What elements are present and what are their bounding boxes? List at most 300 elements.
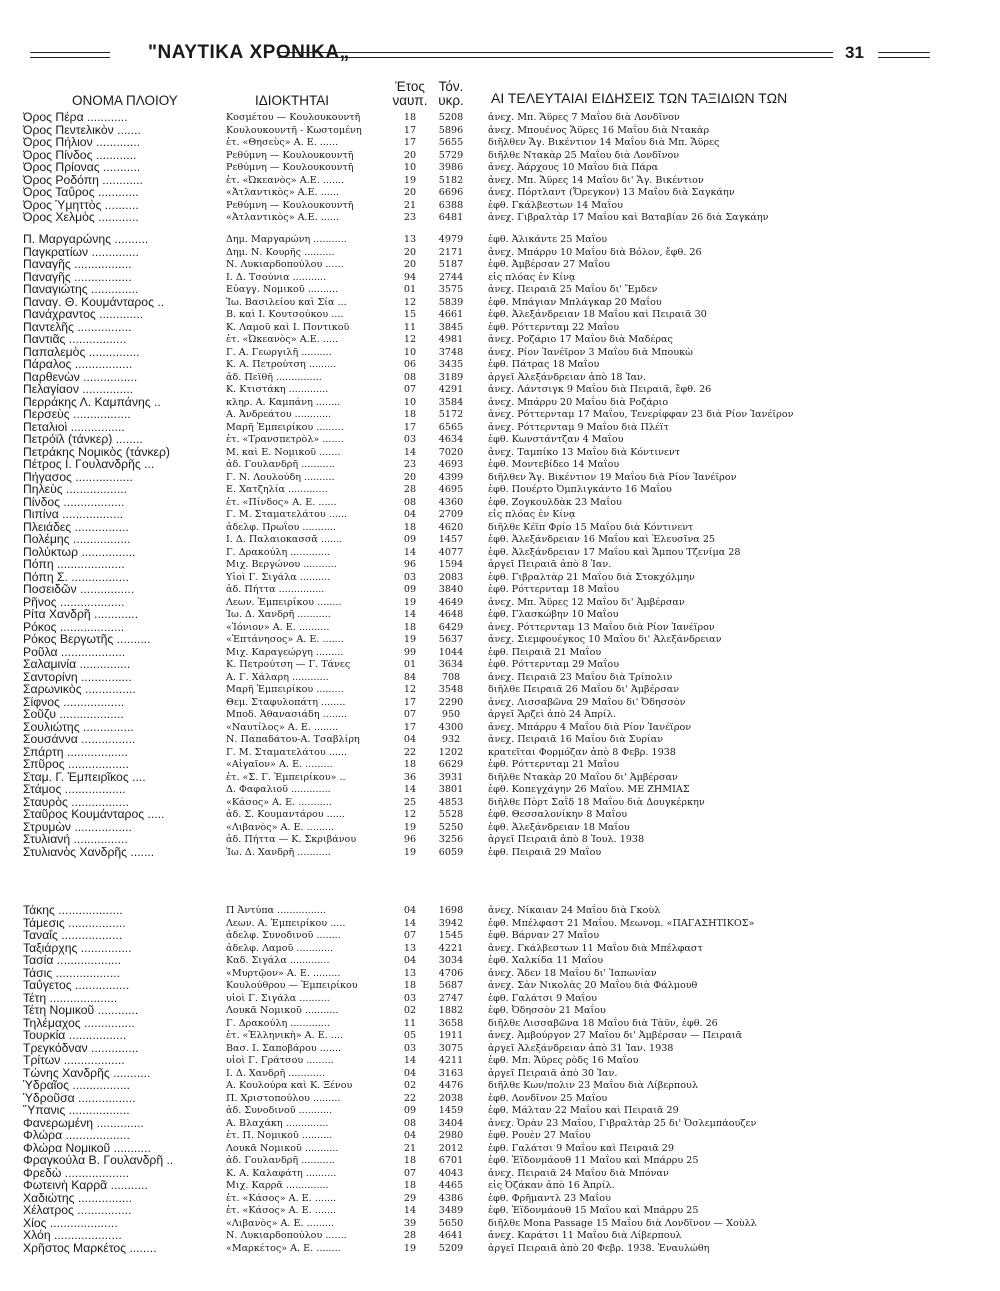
build-year: 22 — [403, 1092, 417, 1104]
owner: Κ. Α. Πετρούτση ......... — [226, 359, 337, 370]
owner: ἀδ. Πεϊθῆ ............... — [226, 371, 322, 383]
ship-name: Ὑδροῦσα ................. — [23, 1091, 136, 1105]
latest-news: ἀνεχ. Λισσαβῶνα 29 Μαΐου δι' Ὀδησσὸν — [488, 696, 686, 708]
ship-name: Σπάρτη .................. — [23, 745, 128, 759]
owner: Π. Χριστοπούλου ......... — [226, 1092, 341, 1104]
tonnage: 3658 — [438, 1017, 464, 1029]
owner: Δημ. Ν. Κουρῆς .......... — [226, 246, 335, 258]
ship-name: Ὑδραῖος ................. — [23, 1079, 130, 1092]
ship-name: Φωτεινὴ Καρρᾶ ........... — [23, 1179, 148, 1192]
ship-name: Φρεδὼ ................... — [23, 1166, 130, 1180]
latest-news: ἐφθ. Πουέρτο Ὀμπλιγκάντο 16 Μαΐου — [488, 484, 672, 495]
tonnage: 4648 — [438, 609, 464, 620]
build-year: 28 — [403, 1230, 417, 1241]
build-year: 14 — [403, 446, 417, 458]
tonnage: 6565 — [438, 421, 464, 433]
latest-news: ἐφθ. Ἀλεξάνδρειαν 18 Μαΐου καὶ Πειραιᾶ 30 — [488, 309, 707, 320]
latest-news: ἀργεῖ Ἀλεξάνδρειαν ἀπὸ 18 Ἰαν. — [488, 371, 646, 383]
ship-name: Χέλατρος ................ — [23, 1204, 132, 1217]
ship-name: Ταξιάρχης ............... — [23, 941, 132, 955]
build-year: 04 — [403, 509, 417, 520]
owner: Λεων. Ἐμπειρίκου ........ — [226, 596, 342, 608]
latest-news: ἀργεῖ Πειραιᾶ ἀπὸ 8 Ἰουλ. 1938 — [488, 834, 645, 845]
tonnage: 4476 — [438, 1080, 464, 1091]
build-year: 05 — [403, 1030, 417, 1041]
tonnage: 1202 — [438, 746, 464, 758]
build-year: 13 — [403, 942, 417, 954]
ship-name: Τηλέμαχος ............... — [23, 1016, 135, 1030]
owner: Ι. Δ. Χανδρῆ ............ — [226, 1067, 325, 1079]
ship-name: Τρίτων .................. — [23, 1054, 125, 1067]
build-year: 02 — [403, 1080, 417, 1091]
owner: Ρεθύμνη — Κουλουκουντῆ — [226, 199, 354, 211]
build-year: 19 — [403, 174, 417, 186]
owner: Υἱοὶ Γ. Σιγάλα .......... — [226, 571, 331, 583]
owner: ἑτ. «Ὠκεανὸς» Α.Ε. ....... — [226, 174, 345, 186]
tonnage: 3845 — [438, 321, 464, 333]
ship-name: Παγκρατίων .............. — [23, 245, 139, 259]
ship-name: Ταΰγετος ................ — [23, 979, 130, 992]
build-year: 19 — [403, 596, 417, 608]
column-header-year — [391, 80, 429, 108]
latest-news: ἐφθ. Λονδῖνον 25 Μαΐου — [488, 1092, 608, 1104]
ship-name: Πίνδος .................. — [23, 495, 125, 509]
tonnage: 3404 — [438, 1117, 464, 1129]
ship-name: Παρθενὼν ................ — [23, 370, 138, 384]
tonnage: 4695 — [438, 484, 464, 495]
owner: «Μαρκέτος» Α. Ε. ........ — [226, 1242, 341, 1254]
tonnage: 5637 — [438, 634, 464, 645]
owner: Δ. Φαφαλιοῦ ............. — [226, 784, 331, 795]
latest-news: ἐφθ. Μπέλφαστ 21 Μαΐου. Μεωνομ. «ΠΑΓΑΣΗΤΙΚΟΣ» — [488, 917, 755, 929]
latest-news: ἐφθ. Γκάλβεστων 14 Μαΐου — [488, 199, 623, 211]
tonnage: 1459 — [438, 1105, 464, 1116]
owner: Μιχ. Καραγεώργη ......... — [226, 646, 344, 658]
build-year: 17 — [403, 696, 417, 708]
latest-news: ἐφθ. Ἐϊδονμάουθ 15 Μαΐου καὶ Μπάρρυ 25 — [488, 1205, 699, 1216]
latest-news: διῆλθε Ντακὰρ 20 Μαΐου δι' Ἀμβέρσαν — [488, 771, 678, 783]
ship-name: Όρος Ταΰρος ............ — [23, 186, 139, 199]
ship-name: Στυλιανή ................ — [23, 833, 128, 846]
build-year: 13 — [403, 967, 417, 979]
latest-news: εἰς Ὀζάκαν ἀπὸ 16 Ἀπρίλ. — [488, 1180, 615, 1191]
tonnage: 3075 — [438, 1042, 464, 1054]
tonnage: 3986 — [438, 162, 464, 173]
latest-news: διῆλθεν Ἄγ. Βικέντιον 19 Μαΐου διὰ Ρίον Ἰανέϊρον — [488, 471, 737, 483]
latest-news: ἀνεχ. Σὰν Νικολὰς 20 Μαΐου διὰ Φάλμουθ — [488, 980, 698, 991]
tonnage: 4634 — [438, 434, 464, 445]
latest-news: ἐφθ. Ρόττερνταμ 21 Μαΐου — [488, 759, 620, 770]
tonnage: 4211 — [438, 1055, 464, 1066]
latest-news: ἐφθ. Ἀλεξάνδρειαν 18 Μαΐου — [488, 821, 630, 833]
build-year: 20 — [403, 149, 417, 161]
build-year: 23 — [403, 212, 417, 223]
page-number: 31 — [845, 43, 864, 62]
tonnage: 1882 — [438, 1005, 464, 1016]
latest-news: ἐφθ. Γαλάτσι 9 Μαΐου — [488, 992, 597, 1004]
latest-news: ἐφθ. Ζογκουλδὰκ 23 Μαΐου — [488, 496, 622, 508]
build-year: 18 — [403, 409, 417, 420]
tonnage: 4077 — [438, 546, 464, 558]
owner: Π Ἀντύπα ................ — [226, 905, 326, 916]
build-year: 01 — [403, 284, 417, 295]
owner: Εὐαγγ. Νομικοῦ .......... — [226, 284, 339, 295]
ship-name: Πετρόϊλ (τάνκερ) ........ — [23, 433, 143, 446]
owner: Μαρῆ Ἐμπειρίκου ......... — [226, 421, 344, 433]
owner: ἑτ. «Ἑλληνικὴ» Α. Ε. .... — [226, 1030, 343, 1041]
tonnage: 5187 — [438, 259, 464, 270]
build-year: 09 — [403, 1105, 417, 1116]
build-year: 07 — [403, 1167, 417, 1179]
header-rule-left — [30, 52, 110, 58]
tonnage: 1698 — [438, 905, 464, 916]
owner: ἑτ. Π. Νομικοῦ .......... — [226, 1130, 333, 1141]
ship-name: Χρῆστος Μαρκέτος ........ — [23, 1241, 157, 1255]
latest-news: ἐφθ. Μπάγιαν Μπλάγκαρ 20 Μαΐου — [488, 296, 662, 308]
ship-name: Τάκης ................... — [23, 904, 123, 917]
latest-news: ἀνεχ. Σιεμφουέγκος 10 Μαΐου δι' Ἀλεξάνδρειαν — [488, 634, 722, 645]
ship-name: Στρυμὼν ................. — [23, 820, 132, 834]
owner: «Ἐπτάνησος» Α. Ε. ....... — [226, 634, 344, 645]
build-year: 20 — [403, 187, 417, 198]
ship-name: Περσεὺς ................. — [23, 408, 131, 421]
ship-name: Φανερωμένη .............. — [23, 1116, 144, 1130]
ship-name: Στυλιανὸς Χανδρῆς ....... — [23, 845, 155, 859]
build-year: 29 — [403, 1192, 417, 1204]
ship-name: Πήγασος ................. — [23, 470, 133, 484]
ship-name: Τάσις ................... — [23, 966, 120, 980]
ship-name: Πηλεὺς .................. — [23, 483, 127, 496]
build-year: 96 — [403, 834, 417, 845]
ship-name: Παναγ. Θ. Κουμάνταρος .. — [23, 295, 165, 309]
build-year: 04 — [403, 955, 417, 966]
ship-name: Παναγῆς ................. — [23, 270, 132, 284]
build-year: 03 — [403, 1042, 417, 1054]
build-year: 21 — [403, 1142, 417, 1154]
tonnage: 2709 — [438, 509, 464, 520]
tonnage: 4693 — [438, 459, 464, 470]
ship-name: Πολέμης ................. — [23, 533, 131, 546]
build-year: 94 — [403, 271, 417, 283]
build-year: 12 — [403, 809, 417, 820]
build-year: 36 — [403, 771, 417, 783]
owner: Β. καὶ Ι. Κουτσούκου .... — [226, 309, 344, 320]
latest-news: ἐφθ. Ὀδησσὸν 21 Μαΐου — [488, 1005, 606, 1016]
tonnage: 2083 — [438, 571, 464, 583]
tonnage: 4043 — [438, 1167, 464, 1179]
ship-name: Σαρωνικὸς ............... — [23, 683, 136, 696]
ship-name: Σουσάννα ................ — [23, 733, 136, 746]
owner: Κ. Λαμοῦ καὶ Ι. Ποντικοῦ — [226, 321, 350, 333]
latest-news: ἀργεῖ Πειραιᾶ ἀπὸ 30 Ἰαν. — [488, 1067, 618, 1079]
owner: Βασ. Ι. Σαποβάρου ....... — [226, 1042, 342, 1054]
owner: «Ἀτλαντικὸς» Α.Ε. ...... — [226, 212, 340, 223]
owner: Γ. Ν. Λουλούδη .......... — [226, 471, 335, 483]
owner: Ν. Παπαδάτου-Α. Τσαβλίρη — [226, 734, 360, 745]
ship-name: Φραγκούλα Β. Γουλανδρῆ .. — [23, 1154, 174, 1167]
build-year: 04 — [403, 1067, 417, 1079]
latest-news: ἀνεχ. Πειραιᾶ 23 Μαΐου διὰ Τρίπολιν — [488, 671, 673, 683]
owner: ἀδελφ. Πρωΐου ........... — [226, 521, 336, 533]
ship-name: Πάραλος ................. — [23, 358, 133, 371]
tonnage: 6429 — [438, 621, 464, 633]
ship-name: Στάμος .................. — [23, 783, 126, 796]
build-year: 12 — [403, 296, 417, 308]
ship-name: Παπαλεμὸς ............... — [23, 345, 140, 359]
ship-name: Πέτρος Ι. Γουλανδρῆς ... — [23, 458, 155, 471]
owner: Θεμ. Σταφυλοπάτη ........ — [226, 696, 346, 708]
tonnage: 5687 — [438, 980, 464, 991]
tonnage: 4853 — [438, 796, 464, 808]
build-year: 19 — [403, 1242, 417, 1254]
build-year: 14 — [403, 784, 417, 795]
ship-name: Πόπη Σ. ................. — [23, 570, 129, 584]
owner: Α. Βλαχάκη .............. — [226, 1117, 329, 1129]
tonnage: 1594 — [438, 559, 464, 570]
build-year: 18 — [403, 759, 417, 770]
owner: «Μυρτῷον» Α. Ε. ......... — [226, 967, 341, 979]
owner: «Αἰγαῖον» Α. Ε. ......... — [226, 759, 333, 770]
ship-name: Πολύκτωρ ................ — [23, 545, 136, 559]
build-year: 07 — [403, 384, 417, 395]
owner: Μιχ. Βεργώνου ........... — [226, 559, 337, 570]
owner: «Κάσος» Α. Ε. ........... — [226, 796, 332, 808]
owner: Ι. Δ. Παλαιοκασσᾶ ....... — [226, 534, 343, 545]
tonnage: 4979 — [438, 234, 464, 245]
build-year: 28 — [403, 484, 417, 495]
owner: «Ἀτλαντικὸς» Α.Ε. ...... — [226, 187, 340, 198]
ship-name: Όρος Πρίονας ........... — [23, 161, 141, 174]
build-year: 03 — [403, 571, 417, 583]
ship-name: Φλώρα Νομικοῦ ........... — [23, 1141, 151, 1155]
build-year: 19 — [403, 634, 417, 645]
owner: Μαρῆ Ἐμπειρίκου ......... — [226, 684, 344, 695]
tonnage: 2747 — [438, 992, 464, 1004]
ship-name: Ρῆνος ................... — [23, 595, 125, 609]
build-year: 39 — [403, 1217, 417, 1229]
latest-news: ἐφθ. Ἀλικάντε 25 Μαΐου — [488, 234, 608, 245]
latest-news: ἀνεχ. Ἄδεν 18 Μαΐου δι' Ἰαπωνίαν — [488, 967, 657, 979]
owner: Κοσμέτου — Κουλουκουντῆ — [226, 112, 361, 123]
build-year: 13 — [403, 234, 417, 245]
ship-name: Ρόκος Βεργωτῆς .......... — [23, 633, 151, 646]
owner: Ν. Λυκιαρδοπούλου ....... — [226, 1230, 347, 1241]
build-year: 11 — [403, 1017, 417, 1029]
latest-news: ἀνεχ. Ἀάρχους 10 Μαΐου διὰ Πάρα — [488, 162, 659, 173]
ship-name: Σταῦρος Κουμάνταρος ..... — [23, 808, 165, 821]
build-year: 06 — [403, 359, 417, 370]
latest-news: ἐφθ. Μάλταν 22 Μαΐου καὶ Πειραιᾶ 29 — [488, 1105, 679, 1116]
owner: Ι. Δ. Τσούνια ........... — [226, 271, 327, 283]
tonnage: 2171 — [438, 246, 464, 258]
tonnage: 5209 — [438, 1242, 464, 1254]
build-year: 14 — [403, 1055, 417, 1066]
ship-name: Παντελῆς ................ — [23, 320, 132, 334]
latest-news: ἐφθ. Ρουὲν 27 Μαΐου — [488, 1130, 591, 1141]
latest-news: ἀνεχ. Πόρτλαντ (Ὄρεγκον) 13 Μαΐου διὰ Σαγκάην — [488, 187, 735, 198]
tonnage: 4465 — [438, 1180, 464, 1191]
latest-news: διῆλθε Κων/πολιν 23 Μαΐου διὰ Λίβερπουλ — [488, 1080, 698, 1091]
latest-news: ἀργεῖ Πειραιᾶ ἀπὸ 20 Φεβρ. 1938. Ἐναυλώθη — [488, 1242, 710, 1254]
build-year: 22 — [403, 746, 417, 758]
ship-name: Τάμεσις ................. — [23, 916, 126, 930]
build-year: 20 — [403, 259, 417, 270]
page-header — [30, 42, 930, 66]
tonnage: 3748 — [438, 346, 464, 358]
ship-name: Παντιᾶς ................. — [23, 333, 127, 346]
build-year: 09 — [403, 534, 417, 545]
tonnage: 1044 — [438, 646, 464, 658]
ship-name: Τασία ................... — [23, 954, 122, 967]
build-year: 18 — [403, 521, 417, 533]
owner: «Ἰόνιον» Α. Ε. .......... — [226, 621, 330, 633]
build-year: 14 — [403, 917, 417, 929]
ship-name: Τουρκία ................. — [23, 1029, 127, 1042]
latest-news: ἐφθ. Πειραιᾶ 21 Μαΐου — [488, 646, 602, 658]
build-year: 84 — [403, 671, 417, 683]
latest-news: ἀνεχ. Μπ. Ἄϋρες 14 Μαΐου δι' Ἄγ. Βικέντιον — [488, 174, 704, 186]
tonnage: 3801 — [438, 784, 464, 795]
latest-news: ἀνεχ. Ὀρὰν 23 Μαΐου, Γιβραλτὰρ 25 δι' Ὀσλεμπάουζεν — [488, 1117, 757, 1129]
tonnage: 950 — [441, 709, 461, 720]
tonnage-header-line2: υκρ. — [438, 93, 464, 108]
latest-news: ἐφθ. Ρόττερνταμ 22 Μαΐου — [488, 321, 620, 333]
latest-news: ἀνεχ. Μπ. Ἄϋρες 12 Μαΐου δι' Ἀμβέρσαν — [488, 596, 685, 608]
latest-news: διῆλθε Πειραιᾶ 26 Μαΐου δι' Ἀμβέρσαν — [488, 684, 680, 695]
tonnage: 2290 — [438, 696, 464, 708]
latest-news: ἀνεχ. Ρίον Ἰανέϊρον 3 Μαΐου διὰ Μπουκὼ — [488, 346, 693, 358]
latest-news: ἐφθ. Ἀλεξάνδρειαν 16 Μαΐου καὶ Ἐλευσῖνα 25 — [488, 534, 716, 545]
build-year: 18 — [403, 621, 417, 633]
magazine-title: "ΝΑΥΤΙΚΑ ΧΡΟΝΙΚΑ„ — [148, 42, 350, 63]
column-header-owners: ΙΔΙΟΚΤΗΤΑΙ — [255, 93, 330, 108]
build-year: 10 — [403, 162, 417, 173]
tonnage: 5729 — [438, 149, 464, 161]
latest-news: ἐφθ. Πάτρας 18 Μαΐου — [488, 359, 600, 370]
tonnage: 3931 — [438, 771, 464, 783]
ship-name: Παναγῆς ................. — [23, 258, 132, 271]
latest-news: ἐφθ. Κοπεγχάγην 26 Μαΐου. ΜΕ ΖΗΜΙΑΣ — [488, 784, 690, 795]
build-year: 18 — [403, 1155, 417, 1166]
ship-name: Σαντορίνη ............... — [23, 670, 132, 684]
latest-news: ἐφθ. Θεσσαλονίκην 8 Μαΐου — [488, 809, 628, 820]
latest-news: ἀνεχ. Καράτσι 11 Μαΐου διὰ Λίβερπουλ — [488, 1230, 682, 1241]
ship-name: Σίφνος .................. — [23, 695, 125, 709]
latest-news: ἀνεχ. Πειραιᾶ 24 Μαΐου διὰ Μπόναν — [488, 1167, 669, 1179]
ship-name: Όρος Πήλιον ............. — [23, 136, 141, 149]
tonnage: 6696 — [438, 187, 464, 198]
latest-news: διῆλθε Mona Passage 15 Μαΐου διὰ Λονδῖνον — Χοὺλλ — [488, 1217, 757, 1229]
owner: Κ. Α. Καλαφάτη .......... — [226, 1167, 337, 1179]
tonnage: 3189 — [438, 371, 464, 383]
tonnage: 4620 — [438, 521, 464, 533]
build-year: 25 — [403, 796, 417, 808]
ship-name: Τώνης Χανδρῆς ........... — [23, 1066, 151, 1080]
owner: Λουκᾶ Νομικοῦ ........... — [226, 1005, 339, 1016]
tonnage-header-line1: Τόν. — [438, 79, 464, 94]
latest-news: ἐφθ. Γιβραλτὰρ 21 Μαΐου διὰ Στοκχόλμην — [488, 571, 695, 583]
build-year: 04 — [403, 734, 417, 745]
owner: Λουκᾶ Νομικοῦ ........... — [226, 1142, 339, 1154]
tonnage: 4399 — [438, 471, 464, 483]
owner: «Λιβανὸς» Α. Ε. ......... — [226, 821, 335, 833]
build-year: 03 — [403, 434, 417, 445]
latest-news: ἀνεχ. Μπ. Ἄϋρες 7 Μαΐου διὰ Λονδῖνον — [488, 112, 680, 123]
ship-name: Σταυρὸς ................. — [23, 795, 129, 809]
latest-news: ἐφθ. Ἀλεξάνδρειαν 17 Μαΐου καὶ Ἄμπου Τζενίμα 28 — [488, 546, 741, 558]
owner: Κ. Πετρούτση — Γ. Τάνες — [226, 659, 351, 670]
owner: «Ναυτίλος» Α. Ε. ........ — [226, 721, 339, 733]
build-year: 18 — [403, 980, 417, 991]
owner: Α. Γ. Χάλαρη ............ — [226, 671, 329, 683]
build-year: 10 — [403, 346, 417, 358]
owner: Γ. Μ. Σταματελάτου ...... — [226, 509, 348, 520]
owner: Ἰω. Βασιλείου καὶ Σία ... — [226, 296, 347, 308]
latest-news: ἐφθ. Μπ. Ἄϋρες ρὸδς 16 Μαΐου — [488, 1055, 639, 1066]
owner: ἀδ. Γουλανδρῆ ........... — [226, 1155, 335, 1166]
tonnage: 6629 — [438, 759, 464, 770]
ship-name: Πλειάδες ................ — [23, 520, 129, 534]
latest-news: ἐφθ. Χαλκίδα 11 Μαΐου — [488, 955, 604, 966]
tonnage: 4221 — [438, 942, 464, 954]
owner: κληρ. Α. Καμπάνη ........ — [226, 396, 341, 408]
build-year: 20 — [403, 246, 417, 258]
build-year: 21 — [403, 199, 417, 211]
ship-name: Σουλιώτης ............... — [23, 720, 134, 734]
ship-name: Τέτη Νομικοῦ ............ — [23, 1004, 139, 1017]
ship-name: Ποσειδῶν ................ — [23, 583, 135, 596]
tonnage: 3575 — [438, 284, 464, 295]
latest-news: ἀνεχ. Γιβραλτὰρ 17 Μαΐου καὶ Βαταβίαν 26 διὰ Σαγκάην — [488, 212, 769, 223]
ship-name: Σπῦρος .................. — [23, 758, 129, 771]
latest-news: ἀνεχ. Νίκαιαν 24 Μαΐου διὰ Γκοὺλ — [488, 905, 661, 916]
latest-news: ἐφθ. Πειραιᾶ 29 Μαΐου — [488, 846, 602, 858]
ship-name: Χαδιώτης ................ — [23, 1191, 133, 1205]
build-year: 18 — [403, 1180, 417, 1191]
owner: «Λιβανὸς» Α. Ε. ......... — [226, 1217, 335, 1229]
owner: Ρεθύμνη — Κουλουκουντῆ — [226, 149, 354, 161]
ship-name: Σταμ. Γ. Ἐμπειρῖκος .... — [23, 770, 146, 784]
build-year: 12 — [403, 334, 417, 345]
tonnage: 5208 — [438, 112, 464, 123]
build-year: 07 — [403, 930, 417, 941]
latest-news: ἀργεῖ Ἀλεξάνδρειαν ἀπὸ 31 Ἰαν. 1938 — [488, 1042, 674, 1054]
build-year: 02 — [403, 1005, 417, 1016]
build-year: 18 — [403, 112, 417, 123]
tonnage: 2038 — [438, 1092, 464, 1104]
tonnage: 3840 — [438, 584, 464, 595]
owner: ἑτ. «Θησεὺς» Α. Ε. ...... — [226, 137, 339, 148]
tonnage: 4706 — [438, 967, 464, 979]
tonnage: 6388 — [438, 199, 464, 211]
owner: υἱοὶ Γ. Γράτσου ......... — [226, 1055, 334, 1066]
build-year: 01 — [403, 659, 417, 670]
tonnage: 5839 — [438, 296, 464, 308]
tonnage: 1911 — [438, 1030, 464, 1041]
build-year: 14 — [403, 609, 417, 620]
tonnage: 6701 — [438, 1155, 464, 1166]
ship-name: Χίος .................... — [23, 1216, 118, 1230]
header-rule-middle — [278, 52, 833, 58]
build-year: 99 — [403, 646, 417, 658]
tonnage: 2744 — [438, 271, 464, 283]
latest-news: ἀνεχ. Ρόττερνταμ 13 Μαΐου διὰ Ρίον Ἰανέϊρον — [488, 621, 715, 633]
tonnage: 3163 — [438, 1067, 464, 1079]
build-year: 07 — [403, 709, 417, 720]
ship-name: Όρος Ροδόπη ............ — [23, 173, 143, 187]
latest-news: διῆλθε Λισσαβῶνα 18 Μαΐου διὰ Τὰϋν, ἐφθ. 26 — [488, 1017, 718, 1029]
tonnage: 3634 — [438, 659, 464, 670]
